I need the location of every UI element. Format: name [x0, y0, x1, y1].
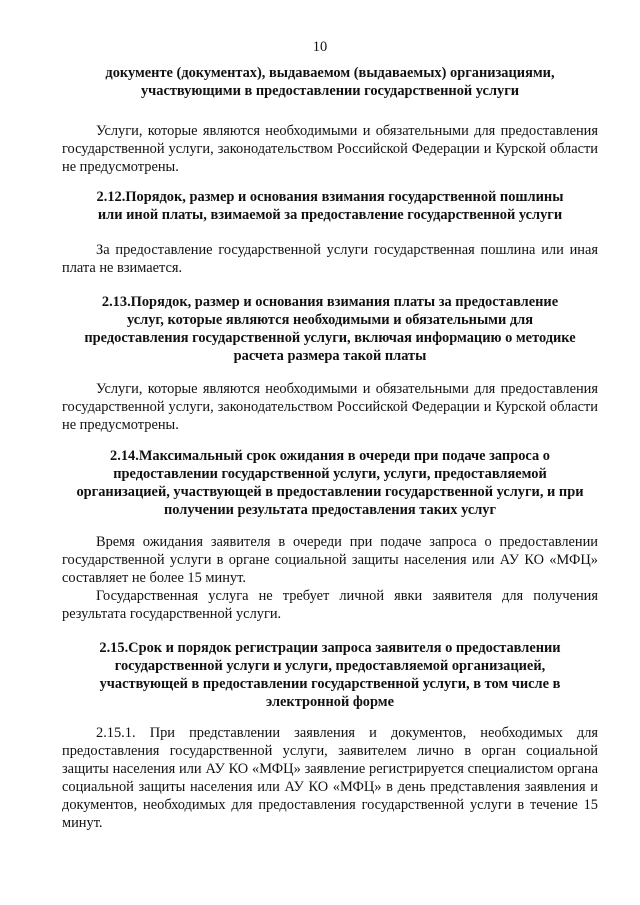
page-number: 10 — [312, 39, 328, 55]
section-heading-line: предоставлении государственной услуги, услуги, предоставляемой — [113, 466, 547, 482]
section-heading-line: получении результата предоставления таких услуг — [163, 502, 497, 518]
section-heading-line: 2.13.Порядок, размер и основания взимания платы за предоставление — [101, 294, 559, 310]
section-heading-line: расчета размера такой платы — [233, 348, 427, 364]
section-2-14-paragraph-2: Государственная услуга не требует личной явки заявителя для получения результата государственной услуги. — [62, 588, 598, 622]
section-heading-line: участвующей в предоставлении государственной услуги, в том числе в — [99, 676, 561, 692]
intro-heading — [62, 64, 598, 100]
section-2-13-heading — [62, 293, 598, 365]
section-2-12-paragraph: За предоставление государственной услуги государственная пошлина или иная плата не взимается. — [62, 242, 598, 276]
section-2-14-paragraph-1: Время ожидания заявителя в очереди при подаче запроса о предоставлении государственной услуги в органе социальной защиты населения или АУ КО «МФЦ» составляет не более 15 минут. — [62, 534, 598, 586]
section-heading-line: предоставления государственной услуги, включая информацию о методике — [84, 330, 576, 346]
section-heading-line: услуг, которые являются необходимыми и обязательными для — [126, 312, 534, 328]
intro-heading-line: документе (документах), выдаваемом (выдаваемых) организациями, — [105, 65, 555, 81]
section-heading-line: организацией, участвующей в предоставлении государственной услуги, и при — [76, 484, 584, 500]
intro-paragraph: Услуги, которые являются необходимыми и обязательными для предоставления государственной услуги, законодательством Российской Федерации и Курской области не предусмотрены. — [62, 123, 598, 175]
section-heading-line: государственной услуги и услуги, предоставляемой организацией, — [114, 658, 546, 674]
section-2-13-paragraph: Услуги, которые являются необходимыми и обязательными для предоставления государственной услуги, законодательством Российской Федерации и Курской области не предусмотрены. — [62, 381, 598, 433]
section-heading-line: электронной форме — [266, 694, 394, 710]
section-2-14-heading — [62, 447, 598, 519]
section-2-15-heading — [62, 639, 598, 711]
section-heading-line: 2.15.Срок и порядок регистрации запроса заявителя о предоставлении — [99, 640, 561, 656]
section-heading-line: или иной платы, взимаемой за предоставление государственной услуги — [97, 207, 563, 223]
intro-heading-line: участвующими в предоставлении государственной услуги — [140, 83, 520, 99]
section-heading-line: 2.14.Максимальный срок ожидания в очереди при подаче запроса о — [110, 448, 550, 464]
section-2-12-heading — [62, 188, 598, 224]
section-2-15-1-paragraph: 2.15.1. При представлении заявления и документов, необходимых для предоставления государственной услуги, заявителем лично в орган социальной защиты населения или АУ КО «МФЦ» заявление регистрируется специалистом органа социальной защиты населения или АУ КО «МФЦ» в день представления заявления и документов, необходимых для предоставления государственной услуги в течение 15 минут. — [62, 725, 598, 831]
section-heading-line: 2.12.Порядок, размер и основания взимания государственной пошлины — [96, 189, 564, 205]
